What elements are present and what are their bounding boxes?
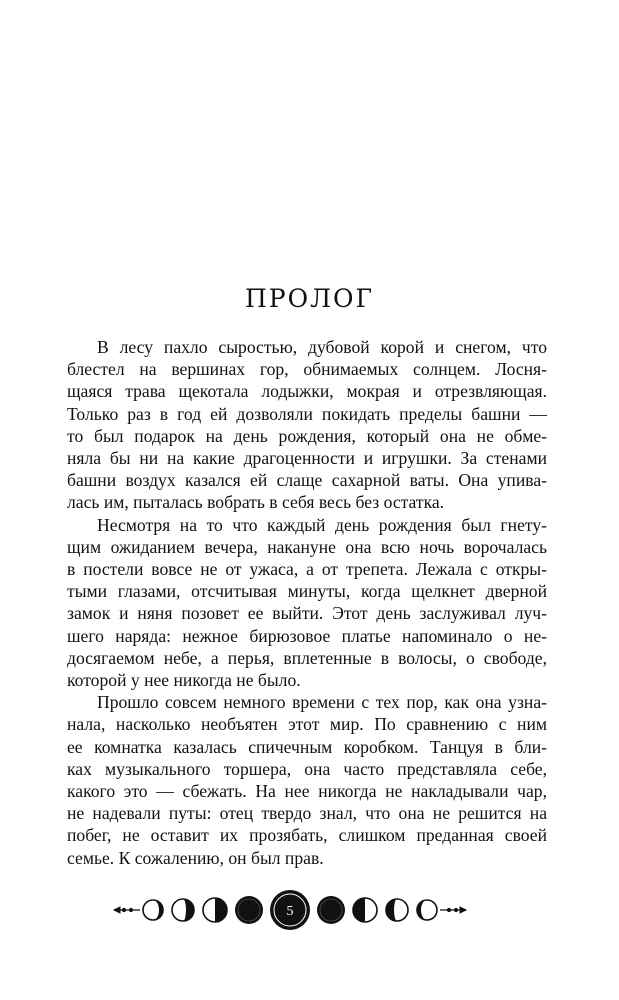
text-line: ее комнатка казалась спичечным коробком. Танцуя в бли- (67, 736, 547, 757)
chapter-title: ПРОЛОГ (244, 284, 375, 313)
text-line: не надевали путы: отец твердо знал, что она не решится на (67, 803, 547, 824)
text-line: лась им, пыталась вобрать в себя весь без остатка. (67, 492, 445, 513)
text-line: нала, насколько необъятен этот мир. По сравнению с ним (67, 714, 547, 735)
text-line: Прошло совсем немного времени с тех пор, как она узна- (97, 692, 547, 713)
text-line: в постели вовсе не от ужаса, а от трепета. Лежала с откры- (67, 559, 547, 580)
text-line: то был подарок на день рождения, который она не обме- (67, 425, 547, 446)
text-line: В лесу пахло сыростью, дубовой корой и снегом, что (97, 337, 547, 357)
body-text (67, 336, 547, 869)
text-line: щаяся трава щекотала лодыжки, мокрая и отрезвляющая. (67, 381, 547, 402)
full-moon-icon (317, 896, 345, 924)
right-vine-icon (440, 907, 466, 913)
waxing-crescent-icon (143, 900, 163, 920)
text-line: ках музыкального торшера, она часто представляла себе, (67, 758, 547, 779)
text-line: няла бы ни на какие драгоценности и игрушки. За стенами (67, 448, 547, 469)
text-line: шего наряда: нежное бирюзовое платье напоминало о не- (67, 625, 547, 646)
half-moon-icon (353, 898, 377, 922)
text-line: семье. К сожалению, он был прав. (67, 847, 324, 868)
text-line: щим ожиданием вечера, накануне она всю ночь ворочалась (67, 536, 547, 557)
full-moon-icon (235, 896, 263, 924)
text-line: какого это — сбежать. На нее никогда не накладывали чар, (67, 781, 547, 802)
page-number: 5 (286, 904, 294, 919)
left-vine-icon (114, 907, 140, 913)
crescent-icon (172, 899, 194, 921)
waning-crescent-icon (417, 900, 437, 920)
crescent-icon (386, 899, 408, 921)
text-line: досягаемом небе, а перья, вплетенные в волосы, о свободе, (67, 647, 547, 668)
moon-phase-ornament (0, 880, 619, 940)
text-line: башни воздух казался ей слаще сахарной ваты. Она упива- (67, 470, 547, 491)
page-number-medallion (270, 890, 310, 930)
text-line: которой у нее никогда не было. (67, 670, 301, 691)
text-line: замок и няня позовет ее выйти. Этот день заслуживал луч- (67, 603, 547, 624)
text-line: тыми глазами, отсчитывая минуты, когда щелкнет дверной (67, 581, 547, 602)
text-line: Только раз в год ей дозволяли покидать пределы башни — (67, 403, 547, 424)
text-line: побег, не оставит их прозябать, слишком преданная своей (67, 825, 547, 846)
text-line: Несмотря на то что каждый день рождения был гнету- (97, 514, 547, 535)
text-line: блестел на вершинах гор, обнимаемых солнцем. Лосня- (67, 359, 547, 380)
half-moon-icon (203, 898, 227, 922)
